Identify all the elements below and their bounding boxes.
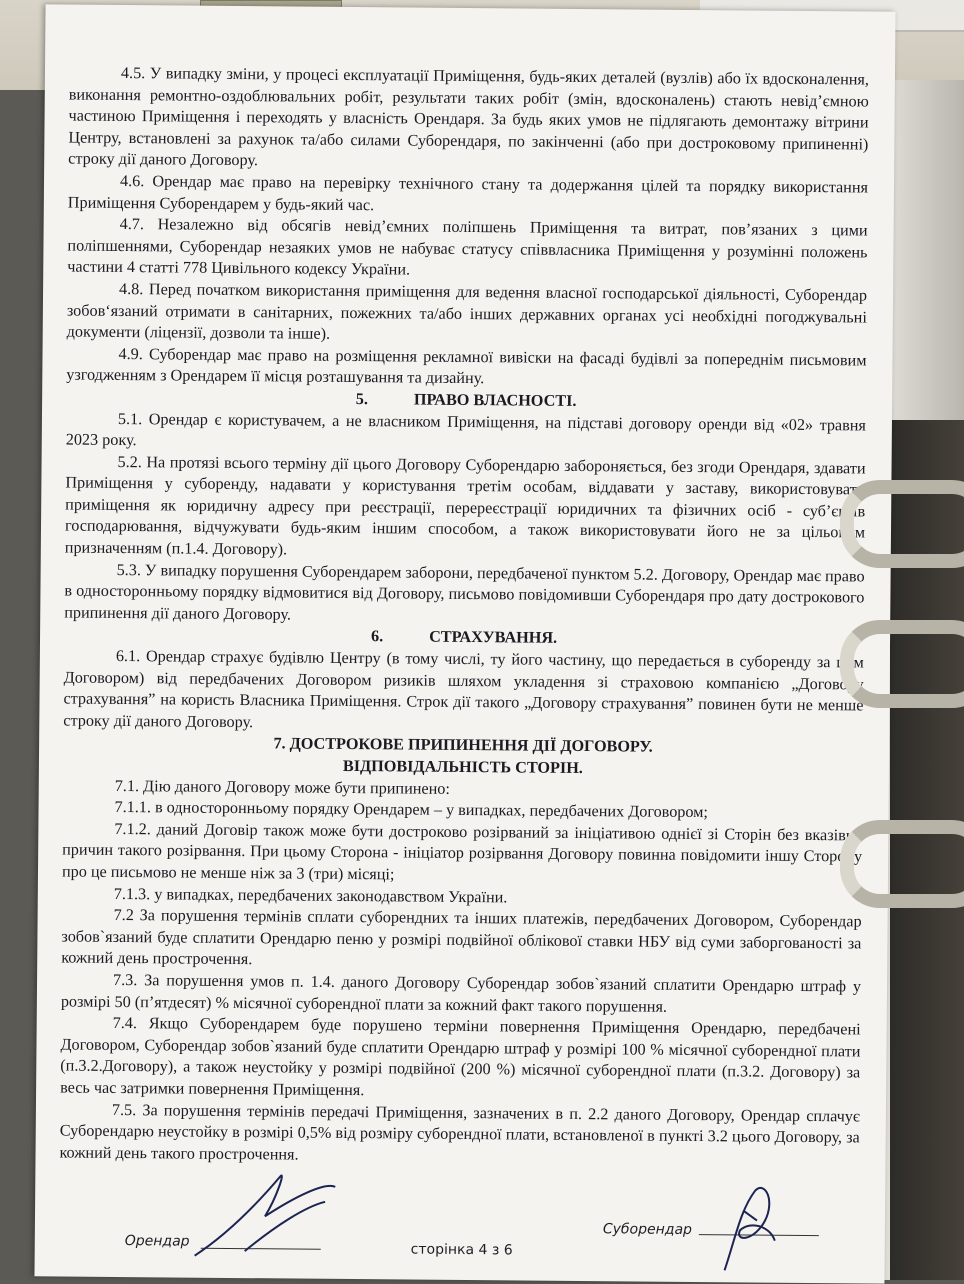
lessor-signature-line <box>201 1248 321 1250</box>
clause-paragraph: 7.1.1. в односторонньому порядку Орендарем – у випадках, передбачених Договором; <box>114 798 709 822</box>
clause-paragraph: 4.7. Незалежно від обсягів невід’ємних поліпшень Приміщення та витрат, пов’язаних з цими поліпшеннями, Суборендар незаяких умов не набуває статусу співвласника Приміщення у розумінні положень частини 4 статті 778 Цивільного кодексу України. <box>67 215 868 279</box>
section-title-line1: 7. ДОСТРОКОВЕ ПРИПИНЕННЯ ДІЇ ДОГОВОРУ. <box>273 734 653 757</box>
clause-paragraph: 4.6. Орендар має право на перевірку технічного стану та додержання цілей та порядку використання Приміщення Суборендарем у будь-який час. <box>67 171 869 214</box>
clause-paragraph: 7.1.3. у випадках, передбачених законодавством України. <box>113 884 508 906</box>
binder-ring-middle <box>840 620 964 708</box>
clause-paragraph: 4.9. Суборендар має право на розміщення рекламної вивіски на фасаді будівлі за попереднім письмовим узгодженням з Орендарем її місця розташування та дизайну. <box>66 344 867 388</box>
clause-paragraph: 5.3. У випадку порушення Суборендарем заборони, передбаченої пунктом 5.2. Договору, Орендар має право в односторонньому порядку відмовитися від Договору, письмово повідомивши Суборендаря про дату дострокового припинення дії даного Договору. <box>64 560 865 624</box>
clause-paragraph: 5.2. На протязі всього терміну дії цього Договору Суборендарю забороняється, без згоди Орендаря, здавати Приміщення у суборенду, надавати у користування третім особам, віддавати у заставу, використовувати приміщення як юридичну адресу при реєстрації, перереєстрації юридичних та фізичних осіб - суб’єктів господарювання, відчужувати будь-яким іншим способом, а також використовувати його не за цільовим призначенням (п.1.4. Договору). <box>64 452 866 559</box>
section-title: СТРАХУВАННЯ. <box>429 628 558 648</box>
section-title: ПРАВО ВЛАСНОСТІ. <box>413 390 577 410</box>
document-page <box>34 4 895 1283</box>
clause-paragraph: 4.8. Перед початком використання приміщення для ведення власної господарської діяльності, Суборендар зобов‘язаний отримати в санітарних, пожежних та/або інших державних органах усі необхідні погоджувальні документи (ліцензії, дозволи та інше). <box>66 279 868 343</box>
page-number: сторінка 4 з 6 <box>410 1241 513 1259</box>
clause-paragraph: 7.1.2. даний Договір також може бути достроково розірваний за ініціативою однієї зі Сторін без вказівки причин такого розірвання. При цьому Сторона - ініціатор розірвання Договору повинна повідомити іншу Сторону про це письмово не менше ніж за 3 (три) місяці; <box>61 819 863 884</box>
sublessee-signature-label: Суборендар <box>602 1221 693 1239</box>
clause-paragraph: 7.1. Дію даного Договору може бути припинено: <box>114 776 450 798</box>
document-body <box>59 63 869 1171</box>
section-title-line2: ВІДПОВІДАЛЬНІСТЬ СТОРІН. <box>342 756 583 778</box>
clause-paragraph: 4.5. У випадку зміни, у процесі експлуатації Приміщення, будь-яких деталей (вузлів) або їх вдосконалення, виконання ремонтно-оздоблювальних робіт, результати таких робіт (змін, вдосконалень) стають невід’ємною частиною Приміщення і переходять у власність Орендаря. За будь яких умов не підлягають демонтажу вітрини Центру, встановлені за рахунок та/або силами Суборендаря, по закінченні (або при достроковому припиненні) строку дії даного Договору. <box>68 63 870 170</box>
section-heading <box>63 732 863 782</box>
clause-paragraph: 5.1. Орендар є користувачем, а не власником Приміщення, на підставі договору оренди від «02» травня 2023 року. <box>65 409 867 450</box>
section-number: 6. <box>370 627 384 646</box>
binder-ring-upper <box>840 480 964 568</box>
page-footer <box>35 1221 885 1279</box>
clause-paragraph: 7.4. Якщо Суборендарем буде порушено терміни повернення Приміщення Орендарю, передбачені Договором, Суборендар зобов`язаний буде сплатити Орендарю штраф у розмірі 100 % місячної суборендної плати (п.3.2.Договору), а також неустойку у розмірі подвійної (200 %) місячної суборендної плати (п.3.2. Договору) за весь час затримки повернення Приміщення. <box>60 1014 861 1100</box>
section-number: 5. <box>355 389 368 409</box>
clause-paragraph: 6.1. Орендар страхує будівлю Центру (в тому числі, ту його частину, що передається в суборенду за цим Договором) від передбачених Договором ризиків шляхом укладення зі страховою компанією „Договору страхування” на користь Власника Приміщення. Строк дії такого „Договору страхування” повинен бути не менше строку дії даного Договору. <box>63 646 864 731</box>
clause-paragraph: 7.5. За порушення термінів передачі Приміщення, зазначених в п. 2.2 даного Договору, Орендар сплачує Суборендарю неустойку в розмірі 0,5% від розміру суборендної плати, встановленої в пункті 3.2 цього Договору, за кожний день такого прострочення. <box>59 1100 860 1164</box>
clause-paragraph: 7.3. За порушення умов п. 1.4. даного Договору Суборендар зобов`язаний сплатити Орендарю штраф у розмірі 50 (п’ятдесят) % місячної суборендної плати за кожний факт такого порушення. <box>60 970 862 1016</box>
lessor-signature-label: Орендар <box>124 1233 190 1250</box>
binder-ring-lower <box>840 820 964 908</box>
clause-paragraph: 7.2 За порушення термінів сплати суборендних та інших платежів, передбачених Договором, Суборендар зобов`язаний буде сплатити Орендарю пеню у розмірі подвійної облікової ставки НБУ від суми заборгованості за кожний день прострочення. <box>61 906 862 969</box>
sublessee-signature-line <box>699 1234 819 1236</box>
